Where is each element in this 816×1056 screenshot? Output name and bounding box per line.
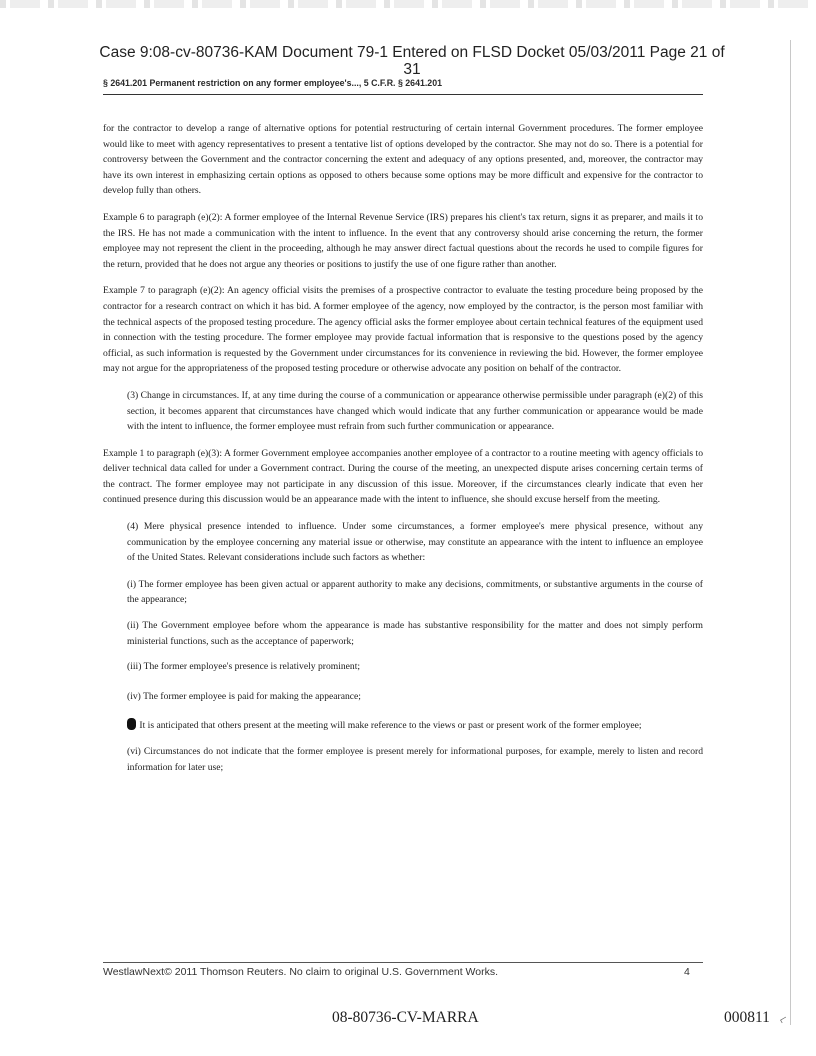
bates-case-number: 08-80736-CV-MARRA	[332, 1009, 479, 1026]
footer-page-number: 4	[684, 966, 690, 978]
list-item-ii: (ii) The Government employee before whom the appearance is made has substantive responsibility for the matter and does not simply perform ministerial functions, such as the acceptance of paperwork;	[127, 620, 703, 647]
list-item-iii: (iii) The former employee's presence is relatively prominent;	[127, 661, 361, 673]
court-filing-header	[82, 44, 742, 78]
paragraph-physical-presence: (4) Mere physical presence intended to influence. Under some circumstances, a former employee's mere physical presence, without any communication by the employee concerning any material issue or otherwise, may constitute an appearance with the intent to influence an employee of the United States. Relevant considerations include such factors as whether:	[127, 521, 703, 564]
header-divider	[103, 94, 703, 95]
paragraph-example-7: Example 7 to paragraph (e)(2): An agency official visits the premises of a prospective contractor to evaluate the testing procedure being proposed by the contractor for a research contract on which it has bid. A former employee of the agency, now employed by the contractor, is the person most familiar with the technical aspects of the proposed testing procedure. The agency official asks the former employee about certain technical features of the equipment used in connection with the testing procedure. The former employee may provide factual information that is responsive to the questions posed by the agency official, as such information is requested by the Government under circumstances for its convenience in reviewing the bid. However, the former employee may not argue for the appropriateness of the proposed testing procedure or otherwise advocate any position on behalf of the contractor.	[103, 285, 703, 375]
list-item-v-text: It is anticipated that others present at the meeting will make reference to the views or past or present work of the former employee;	[139, 720, 642, 732]
case-line-continuation: 31	[403, 61, 421, 78]
footer-divider	[103, 962, 703, 963]
document-body	[103, 121, 703, 785]
paragraph-example-1: Example 1 to paragraph (e)(3): A former Government employee accompanies another employee of a contractor to a routine meeting with agency officials to deliver technical data called for under a Government contract. During the course of the meeting, an unexpected dispute arises concerning certain terms of the contract. The former employee may not participate in any discussion of this issue. Moreover, if the circumstances clearly indicate that even her continued presence during this discussion would be an appearance made with the intent to influence, she should excuse herself from the meeting.	[103, 447, 703, 506]
footer-copyright: WestlawNext© 2011 Thomson Reuters. No claim to original U.S. Government Works.	[103, 966, 499, 978]
case-line: Case 9:08-cv-80736-KAM Document 79-1 Entered on FLSD Docket 05/03/2011 Page 21 of	[99, 44, 725, 61]
list-item-v	[127, 718, 703, 734]
redaction-mark-icon	[127, 718, 136, 730]
list-item-iv: (iv) The former employee is paid for making the appearance;	[127, 690, 361, 702]
list-item-i: (i) The former employee has been given actual or apparent authority to make any decisions, commitments, or substantive arguments in the course of the appearance;	[127, 578, 703, 606]
statute-citation: § 2641.201 Permanent restriction on any former employee's..., 5 C.F.R. § 2641.201	[103, 78, 442, 88]
paragraph-example-6: Example 6 to paragraph (e)(2): A former employee of the Internal Revenue Service (IRS) prepares his client's tax return, signs it as preparer, and mails it to the IRS. He has not made a communication with the intent to influence. In the event that any controversy should arise concerning the return, the former employee may not represent the client in the proceeding, although he may answer direct factual questions about the records he used to compile figures for the return, provided that he does not argue any theories or positions to justify the use of one figure rather than another.	[103, 211, 703, 270]
paragraph-continuation: for the contractor to develop a range of alternative options for potential restructuring of certain internal Government procedures. The former employee would like to meet with agency representatives to present a tentative list of options developed by the contractor. She may not do so. There is a potential for controversy between the Government and the contractor concerning the extent and adequacy of any options presented, and, moreover, the contractor may have its own interest in emphasizing certain options as opposed to others because some options may be more difficult and expensive for the contractor to develop fully than others.	[103, 123, 703, 197]
scan-margin-mark-icon: ⌐	[776, 1011, 791, 1029]
scan-margin-line	[790, 40, 791, 1025]
paragraph-change-in-circumstances: (3) Change in circumstances. If, at any time during the course of a communication or appearance otherwise permissible under paragraph (e)(2) of this section, it becomes apparent that circumstances have changed which would indicate that any further communication or appearance would be made with the intent to influence, the former employee must refrain from such further communication or appearance.	[127, 389, 703, 433]
list-item-vi: (vi) Circumstances do not indicate that the former employee is present merely for informational purposes, for example, merely to listen and record information for later use;	[127, 746, 703, 773]
scan-artifact-top	[0, 0, 816, 8]
bates-page-number: 000811	[724, 1009, 770, 1026]
